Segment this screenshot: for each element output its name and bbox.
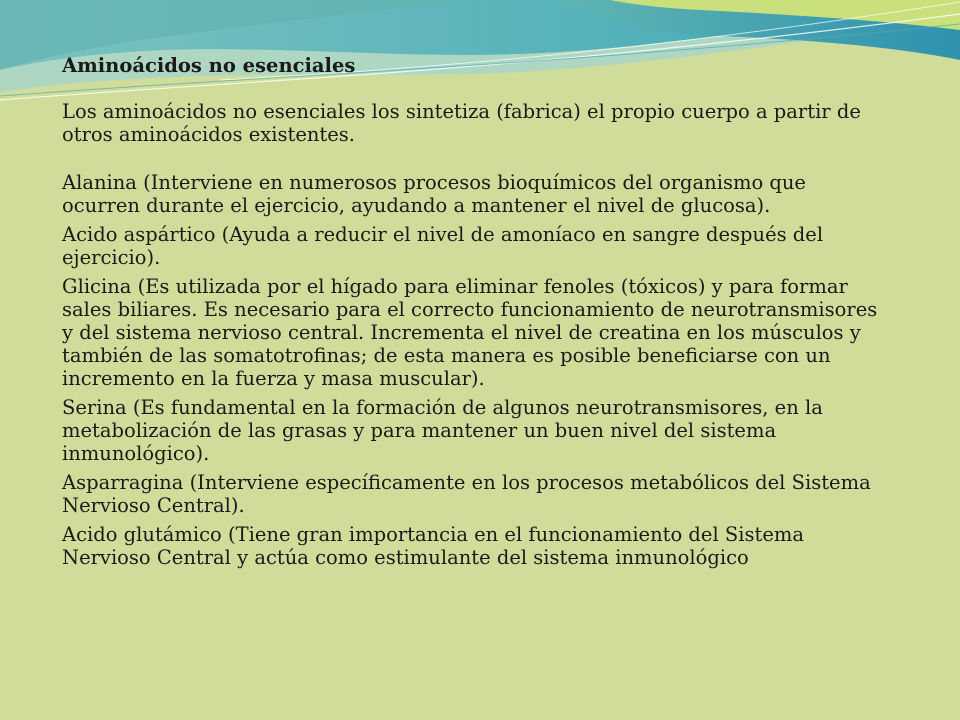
slide-body [62,54,882,575]
list-item-asparragina: Asparragina (Interviene específicamente en los procesos metabólicos del Sistema Nervioso Central). [62,471,871,517]
list-item-acido-aspartico: Acido aspártico (Ayuda a reducir el nivel de amoníaco en sangre después del ejercicio). [62,223,824,269]
slide-title: Aminoácidos no esenciales [62,54,356,77]
list-item-glicina: Glicina (Es utilizada por el hígado para eliminar fenoles (tóxicos) y para formar sales biliares. Es necesario para el correcto funcionamiento de neurotransmisores y del sistema nervioso central. Incrementa el nivel de creatina en los músculos y también de las somatotrofinas; de esta manera es posible beneficiarse con un incremento en la fuerza y masa muscular). [62,275,878,390]
list-item-serina: Serina (Es fundamental en la formación de algunos neurotransmisores, en la metabolización de las grasas y para mantener un buen nivel del sistema inmunológico). [62,396,823,465]
list-item-acido-glutamico: Acido glutámico (Tiene gran importancia en el funcionamiento del Sistema Nervioso Central y actúa como estimulante del sistema inmunológico [62,523,804,569]
list-item-alanina: Alanina (Interviene en numerosos procesos bioquímicos del organismo que ocurren durante el ejercicio, ayudando a mantener el nivel de glucosa). [62,171,806,217]
intro-paragraph: Los aminoácidos no esenciales los sintetiza (fabrica) el propio cuerpo a partir de otros aminoácidos existentes. [62,100,861,146]
